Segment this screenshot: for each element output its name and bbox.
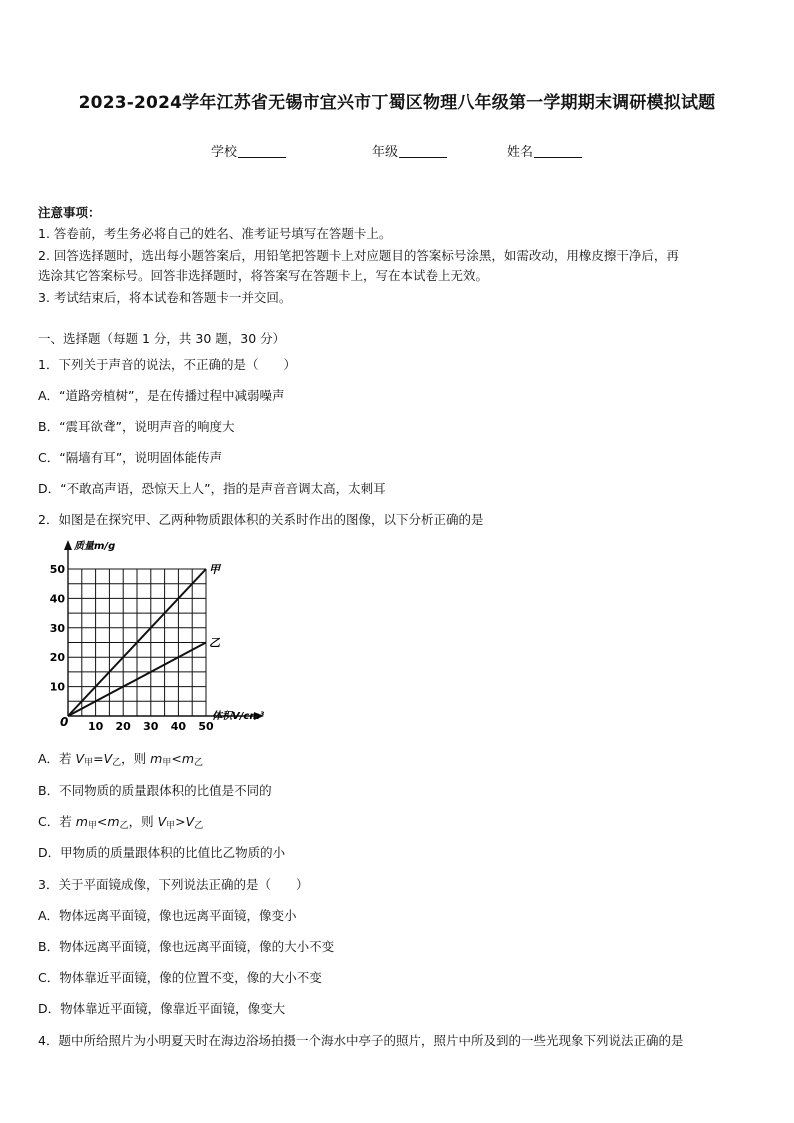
name-blank <box>534 145 582 158</box>
school-label: 学校 <box>211 145 238 160</box>
school-blank <box>238 145 286 158</box>
q1-option-c: C．“隔墙有耳”，说明固体能传声 <box>38 450 223 465</box>
q4-stem: 4．题中所给照片为小明夏天时在海边浴场拍摄一个海水中亭子的照片，照片中所及到的一些光现象下列说法正确的是 <box>38 1033 684 1048</box>
x-tick-label: 50 <box>198 720 214 733</box>
q2-option-c: C．若 $m_甲<m_乙$，则 $V_甲>V_乙$ <box>38 814 204 831</box>
origin-label: 0 <box>60 715 69 729</box>
x-tick-label: 20 <box>115 720 131 733</box>
q2-option-a: A．若 $V_甲=V_乙$，则 $m_甲<m_乙$ <box>38 751 204 768</box>
q2-stem: 2．如图是在探究甲、乙两种物质跟体积的关系时作出的图像，以下分析正确的是 <box>38 512 484 527</box>
q2-option-d: D．甲物质的质量跟体积的比值比乙物质的小 <box>38 845 286 860</box>
q3-option-d: D．物体靠近平面镜，像靠近平面镜，像变大 <box>38 1001 286 1016</box>
q1-option-a: A．“道路旁植树”，是在传播过程中减弱噪声 <box>38 388 285 403</box>
notice-heading: 注意事项： <box>38 205 101 220</box>
name-field <box>507 141 582 160</box>
q3-option-b: B．物体远离平面镜，像也远离平面镜，像的大小不变 <box>38 939 335 954</box>
x-axis-label: 体积V/cm³ <box>212 711 265 722</box>
y-tick-label: 30 <box>49 621 65 635</box>
x-tick-label: 10 <box>87 720 104 733</box>
q1-option-b: B．“震耳欲聋”，说明声音的响度大 <box>38 419 235 434</box>
grade-label: 年级 <box>372 145 399 160</box>
y-tick-label: 10 <box>49 680 65 694</box>
q1-stem: 1．下列关于声音的说法，不正确的是（ ） <box>38 357 296 372</box>
grade-blank <box>399 145 447 158</box>
q1-option-d: D．“不敢高声语，恐惊天上人”，指的是声音音调太高，太刺耳 <box>38 481 386 496</box>
y-tick-label: 50 <box>49 563 65 576</box>
school-field <box>211 141 286 160</box>
y-tick-label: 40 <box>49 592 65 606</box>
q2-option-b: B．不同物质的质量跟体积的比值是不同的 <box>38 783 272 798</box>
y-axis-label: 质量m/g <box>74 541 116 552</box>
notice-item: 1. 答卷前，考生务必将自己的姓名、准考证号填写在答题卡上。 <box>38 226 392 241</box>
q3-option-c: C．物体靠近平面镜，像的位置不变，像的大小不变 <box>38 970 322 985</box>
notice-item: 2. 回答选择题时，选出每小题答案后，用铅笔把答题卡上对应题目的答案标号涂黑，如需改动，用橡皮擦干净后，再 <box>38 248 679 263</box>
y-tick-label: 20 <box>49 651 65 665</box>
section-heading: 一、选择题（每题 1 分，共 30 题，30 分） <box>38 331 286 346</box>
exam-title: 2023-2024学年江苏省无锡市宜兴市丁蜀区物理八年级第一学期期末调研模拟试题 <box>78 93 716 113</box>
q3-stem: 3．关于平面镜成像，下列说法正确的是（ ） <box>38 877 309 892</box>
density-chart <box>49 536 280 736</box>
series-label: 甲 <box>209 563 220 576</box>
notice-item: 选涂其它答案标号。回答非选择题时，将答案写在答题卡上，写在本试卷上无效。 <box>38 268 489 283</box>
name-label: 姓名 <box>507 145 534 160</box>
q3-option-a: A．物体远离平面镜，像也远离平面镜，像变小 <box>38 908 297 923</box>
series-label: 乙 <box>209 636 220 650</box>
x-tick-label: 30 <box>143 720 159 733</box>
y-axis-arrow <box>64 540 72 550</box>
notice-item: 3. 考试结束后，将本试卷和答题卡一并交回。 <box>38 290 292 305</box>
x-tick-label: 40 <box>170 720 187 733</box>
grade-field <box>372 141 447 160</box>
